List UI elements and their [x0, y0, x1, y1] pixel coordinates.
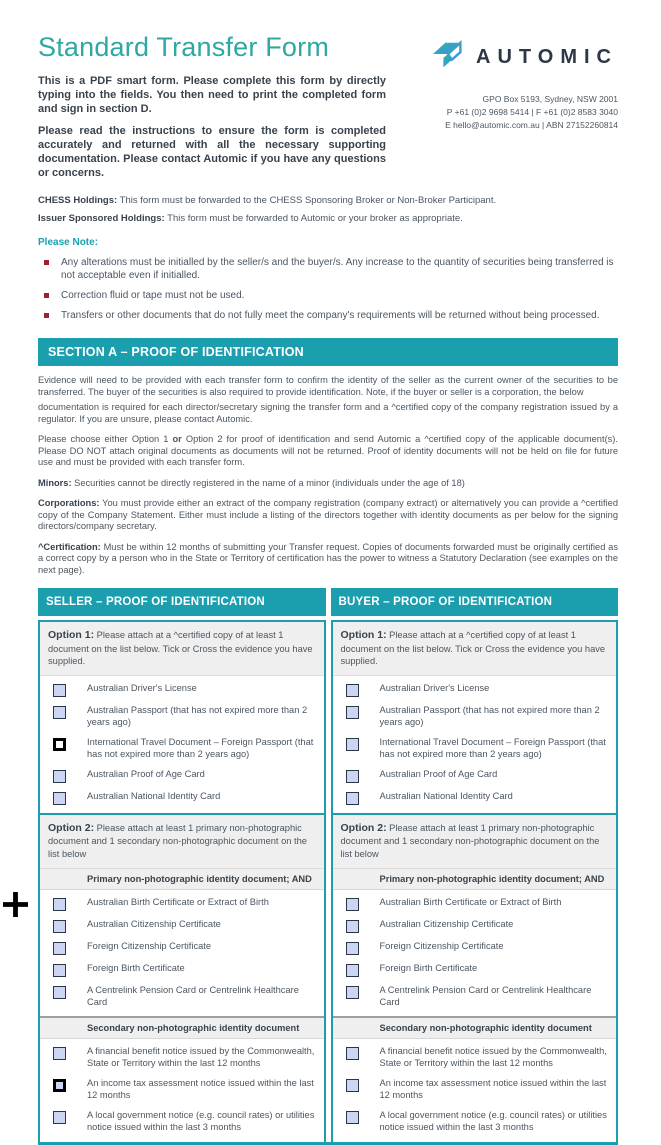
checklist-label: Australian Citizenship Certificate [379, 918, 514, 929]
square-bullet-icon [44, 293, 49, 298]
buyer-primary-list [333, 890, 617, 1017]
section-a-paragraph-2 [38, 434, 618, 469]
please-note-heading: Please Note: [38, 237, 99, 249]
brand-block [390, 28, 618, 189]
checklist-label: An income tax assessment notice issued within the last 12 months [87, 1078, 314, 1101]
checkbox-proof-of-age-card[interactable] [53, 770, 66, 783]
buyer-secondary-item-2 [333, 1106, 617, 1138]
buyer-secondary-item-0 [333, 1042, 617, 1074]
seller-column [38, 588, 326, 1141]
checklist-label: Australian Passport (that has not expired more than 2 years ago) [379, 705, 600, 728]
section-a-paragraph-1: Evidence will need to be provided with each transfer form to confirm the identity of the seller as the current owner of the securities to be transferred. The buyer of the securities is also required to provide identification. Note, if the buyer or seller is a corporation, the below [38, 375, 618, 397]
contact-address: GPO Box 5193, Sydney, NSW 2001 [482, 94, 618, 104]
certification-text: Must be within 12 months of submitting your Transfer request. Copies of documents forwarded must be originally certified as a correct copy by a person who in the State or Territory of certification has the power to witness a Statutory Declaration (see examples on the next page). [38, 541, 618, 575]
option2-label: Option 2: [340, 821, 387, 834]
seller-option1-block [40, 622, 324, 676]
checklist-label: Australian Birth Certificate or Extract of Birth [87, 896, 269, 907]
buyer-primary-item-2 [333, 937, 617, 959]
option2-label: Option 2: [48, 821, 95, 834]
section-a-heading: SECTION A – PROOF OF IDENTIFICATION [38, 338, 618, 366]
seller-primary-item-3 [40, 959, 324, 981]
seller-option1-item-4 [40, 787, 324, 809]
seller-secondary-list [40, 1039, 324, 1141]
automic-origami-icon [431, 38, 469, 77]
buyer-option1-item-3 [333, 765, 617, 787]
checkbox-proof-of-age-card[interactable] [346, 770, 359, 783]
seller-column-body [38, 620, 326, 1141]
checkbox-drivers-license[interactable] [346, 684, 359, 697]
seller-option1-item-0 [40, 679, 324, 701]
checkbox-foreign-birth-certificate[interactable] [53, 964, 66, 977]
option1-label: Option 1: [340, 629, 387, 642]
buyer-column-header: BUYER – PROOF OF IDENTIFICATION [331, 588, 619, 616]
issuer-holdings-text: This form must be forwarded to Automic or your broker as appropriate. [164, 213, 463, 225]
minors-label: Minors: [38, 477, 72, 488]
checkbox-australian-passport[interactable] [53, 706, 66, 719]
note-item-text: Correction fluid or tape must not be used. [61, 290, 245, 302]
checkbox-birth-certificate[interactable] [346, 898, 359, 911]
checkbox-international-travel-document[interactable] [53, 738, 66, 751]
contact-phone-fax: P +61 (0)2 9698 5414 | F +61 (0)2 8583 3040 [446, 107, 618, 118]
buyer-secondary-item-1 [333, 1074, 617, 1106]
seller-primary-item-1 [40, 915, 324, 937]
checklist-label: Australian Citizenship Certificate [87, 918, 221, 929]
checklist-label: A financial benefit notice issued by the Commonwealth, State or Territory within the last 12 months [87, 1046, 315, 1069]
crosshair-plus-mark [3, 892, 28, 917]
checklist-label: A Centrelink Pension Card or Centrelink Healthcare Card [379, 984, 592, 1007]
intro-paragraph-2: Please read the instructions to ensure the form is completed accurately and returned with all the necessary supporting documentation. Please contact Automic if you have any questions or concerns. [38, 125, 386, 179]
seller-option1-item-1 [40, 701, 324, 733]
section-a-paragraph-1b: documentation is required for each director/secretary signing the transfer form and a ^certified copy of the company registration issued by a regulator. If you are unsure, please contact Automic. [38, 402, 618, 424]
checklist-label: Australian National Identity Card [87, 790, 221, 801]
intro-paragraph-1: This is a PDF smart form. Please complete this form by directly typing into the fields. You then need to print the completed form and sign in section D. [38, 75, 386, 115]
table-bottom-border [38, 1142, 618, 1145]
chess-holdings-label: CHESS Holdings: [38, 195, 118, 207]
checkbox-australian-passport[interactable] [346, 706, 359, 719]
issuer-holdings-label: Issuer Sponsored Holdings: [38, 213, 165, 225]
corporations-label: Corporations: [38, 498, 100, 509]
buyer-option1-item-2 [333, 733, 617, 765]
issuer-holdings-line [38, 213, 618, 224]
page-title: Standard Transfer Form [38, 32, 330, 62]
checklist-label: Foreign Citizenship Certificate [87, 940, 212, 951]
buyer-option2-block [333, 815, 617, 869]
square-bullet-icon [44, 260, 49, 265]
checkbox-centrelink-card[interactable] [346, 986, 359, 999]
buyer-option1-block [333, 622, 617, 676]
seller-primary-item-2 [40, 937, 324, 959]
buyer-secondary-subheader: Secondary non-photographic identity document [333, 1016, 617, 1039]
or-emphasis: or [172, 434, 182, 445]
checklist-label: International Travel Document – Foreign Passport (that has not expired more than 2 years ago) [379, 737, 606, 759]
buyer-option1-item-1 [333, 701, 617, 733]
option-choice-text: Please choose either Option 1 [38, 434, 173, 445]
automic-logo [390, 38, 618, 77]
checklist-label: Foreign Birth Certificate [379, 962, 478, 973]
note-item [44, 289, 618, 302]
buyer-primary-item-4 [333, 981, 617, 1013]
buyer-option1-item-0 [333, 679, 617, 701]
checkbox-foreign-citizenship-certificate[interactable] [53, 942, 66, 955]
checkbox-foreign-birth-certificate[interactable] [346, 964, 359, 977]
buyer-option1-list [333, 676, 617, 813]
square-bullet-icon [44, 313, 49, 318]
checkbox-income-tax-notice[interactable] [346, 1079, 359, 1092]
option1-text: Please attach at a ^certified copy of at least 1 document on the list below. Tick or Cross the evidence you have supplied. [340, 630, 606, 667]
contact-details [390, 93, 618, 133]
checkbox-citizenship-certificate[interactable] [346, 920, 359, 933]
chess-holdings-line [38, 195, 618, 206]
note-item [44, 256, 618, 282]
contact-email-abn: E hello@automic.com.au | ABN 27152260814 [445, 120, 618, 131]
identification-table [38, 588, 618, 1141]
seller-primary-subheader: Primary non-photographic identity document; AND [40, 869, 324, 890]
checkbox-local-government-notice[interactable] [346, 1111, 359, 1124]
checklist-label: A Centrelink Pension Card or Centrelink Healthcare Card [87, 984, 299, 1007]
please-note-list [38, 256, 618, 322]
certification-paragraph [38, 542, 618, 577]
checklist-label: Foreign Citizenship Certificate [379, 940, 504, 951]
option2-text: Please attach at least 1 primary non-photographic document and 1 secondary non-photographic document on the list below [340, 822, 600, 859]
seller-column-header: SELLER – PROOF OF IDENTIFICATION [38, 588, 326, 616]
option2-text: Please attach at least 1 primary non-photographic document and 1 secondary non-photographic document on the list below [48, 822, 307, 859]
checklist-label: A local government notice (e.g. council rates) or utilities notice issued within the last 3 months [379, 1109, 607, 1132]
buyer-option1-item-4 [333, 787, 617, 809]
checkbox-income-tax-notice[interactable] [53, 1079, 66, 1092]
seller-primary-list [40, 890, 324, 1017]
seller-option1-list [40, 676, 324, 813]
seller-secondary-item-0 [40, 1042, 324, 1074]
checklist-label: A financial benefit notice issued by the Commonwealth, State or Territory within the last 12 months [379, 1046, 607, 1069]
certification-label: ^Certification: [38, 541, 101, 552]
option1-label: Option 1: [48, 629, 95, 642]
buyer-primary-item-0 [333, 893, 617, 915]
checkbox-financial-benefit-notice[interactable] [53, 1047, 66, 1060]
seller-option1-item-2 [40, 733, 324, 765]
buyer-primary-item-3 [333, 959, 617, 981]
checkbox-drivers-license[interactable] [53, 684, 66, 697]
checkbox-local-government-notice[interactable] [53, 1111, 66, 1124]
checklist-label: Foreign Birth Certificate [87, 962, 185, 973]
checkbox-national-identity-card[interactable] [346, 792, 359, 805]
seller-option2-block [40, 815, 324, 869]
seller-secondary-item-2 [40, 1106, 324, 1138]
buyer-primary-item-1 [333, 915, 617, 937]
checklist-label: A local government notice (e.g. council rates) or utilities notice issued within the last 3 months [87, 1109, 315, 1132]
buyer-column-body [331, 620, 619, 1141]
seller-secondary-item-1 [40, 1074, 324, 1106]
chess-holdings-text: This form must be forwarded to the CHESS Sponsoring Broker or Non-Broker Participant. [117, 195, 497, 207]
checkbox-national-identity-card[interactable] [53, 792, 66, 805]
buyer-column [331, 588, 619, 1141]
title-block [38, 28, 386, 189]
checklist-label: Australian Driver's License [87, 683, 197, 694]
checklist-label: International Travel Document – Foreign Passport (that has not expired more than 2 years ago) [87, 737, 314, 759]
checklist-label: Australian Birth Certificate or Extract of Birth [379, 896, 562, 907]
checkbox-citizenship-certificate[interactable] [53, 920, 66, 933]
checkbox-foreign-citizenship-certificate[interactable] [346, 942, 359, 955]
checkbox-financial-benefit-notice[interactable] [346, 1047, 359, 1060]
checklist-label: Australian Driver's License [379, 683, 490, 694]
option-choice-text-cont: Option 2 for proof of identification and send Automic a ^certified copy of the applicable document(s). Please DO NOT attach original documents as documents will not be returned. Proof of identity documents will not be held on file for future use and must be provided with each transfer form. [38, 434, 618, 468]
corporations-paragraph [38, 498, 618, 533]
seller-option1-item-3 [40, 765, 324, 787]
checklist-label: Australian Passport (that has not expired more than 2 years ago) [87, 705, 308, 728]
option1-text: Please attach at a ^certified copy of at least 1 document on the list below. Tick or Cross the evidence you have supplied. [48, 630, 313, 667]
checkbox-centrelink-card[interactable] [53, 986, 66, 999]
holdings-instructions [38, 195, 618, 224]
checkbox-birth-certificate[interactable] [53, 898, 66, 911]
checklist-label: An income tax assessment notice issued within the last 12 months [379, 1078, 607, 1101]
checklist-label: Australian Proof of Age Card [379, 768, 498, 779]
checklist-label: Australian Proof of Age Card [87, 768, 205, 779]
automic-wordmark: AUTOMIC [476, 46, 618, 68]
minors-paragraph [38, 478, 618, 490]
corporations-text: You must provide either an extract of the company registration (company extract) or alternatively you can provide a ^certified copy of the Company Statement. Either must include a listing of the directors together with identity documents as per below for the signing directors/company secretary. [38, 498, 618, 532]
buyer-primary-subheader: Primary non-photographic identity document; AND [333, 869, 617, 890]
checkbox-international-travel-document[interactable] [346, 738, 359, 751]
checklist-label: Australian National Identity Card [379, 790, 513, 801]
seller-primary-item-4 [40, 981, 324, 1013]
minors-text: Securities cannot be directly registered in the name of a minor (individuals under the age of 18) [71, 477, 465, 488]
seller-primary-item-0 [40, 893, 324, 915]
buyer-secondary-list [333, 1039, 617, 1141]
page-header [38, 28, 618, 189]
note-item [44, 309, 618, 322]
note-item-text: Any alterations must be initialled by the seller/s and the buyer/s. Any increase to the quantity of securities being transferred is not acceptable even if initialled. [61, 257, 614, 282]
seller-secondary-subheader: Secondary non-photographic identity document [40, 1016, 324, 1039]
note-item-text: Transfers or other documents that do not fully meet the company's requirements will be returned without being processed. [61, 310, 600, 322]
